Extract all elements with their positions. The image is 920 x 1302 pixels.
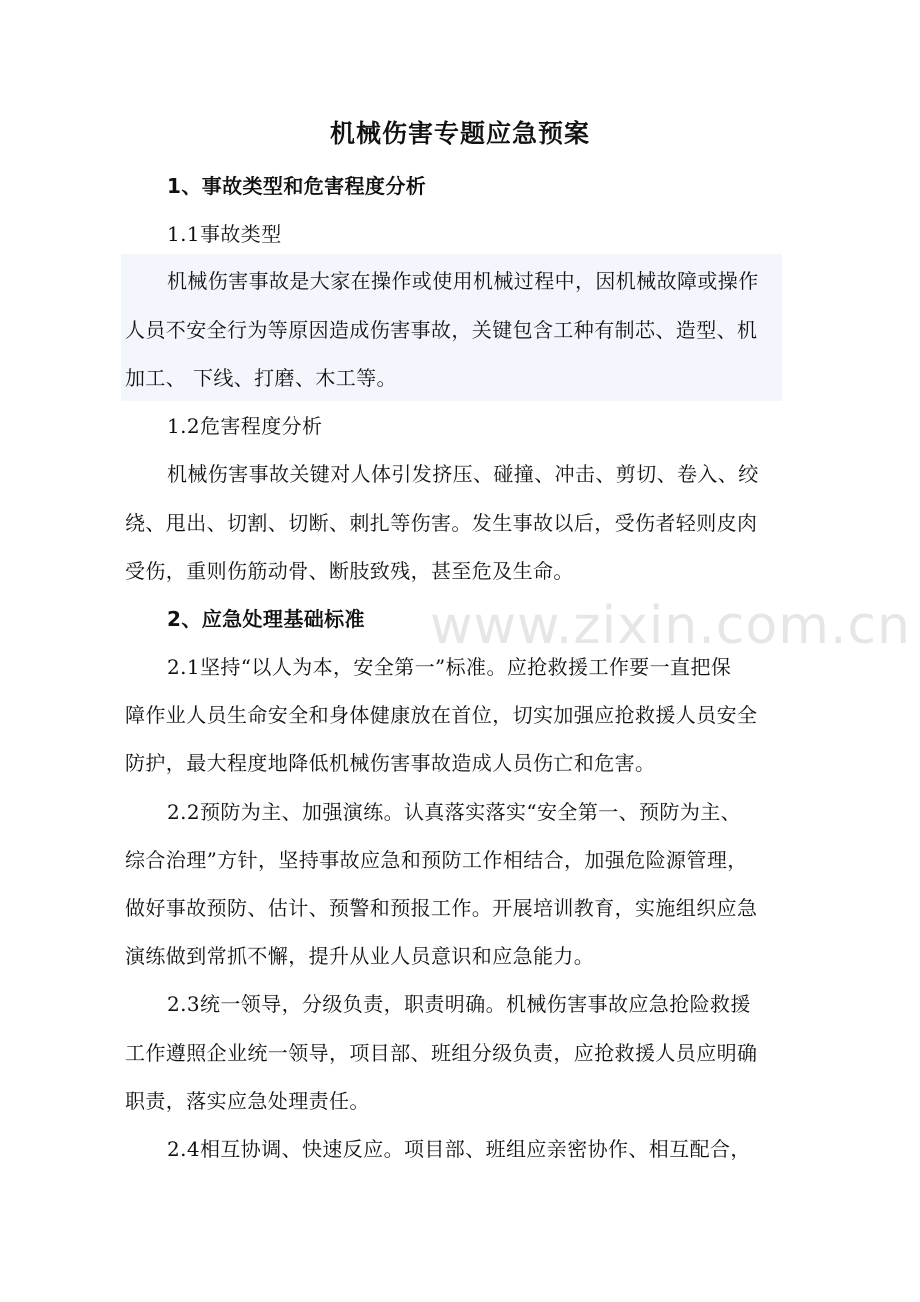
paragraph-line: 职责，落实应急处理责任。 xyxy=(125,1089,370,1113)
paragraph-line: 2.3统一领导，分级负责，职责明确。机械伤害事故应急抢险救援 xyxy=(167,992,751,1016)
section-heading-1: 1、事故类型和危害程度分析 xyxy=(167,174,427,198)
paragraph-line: 工作遵照企业统一领导，项目部、班组分级负责，应抢救援人员应明确 xyxy=(125,1041,758,1065)
subsection-heading-1-2: 1.2危害程度分析 xyxy=(167,414,323,438)
paragraph-line: 综合治理”方针，坚持事故应急和预防工作相结合，加强危险源管理， xyxy=(125,848,748,872)
paragraph-line: 绕、甩出、切割、切断、刺扎等伤害。发生事故以后，受伤者轻则皮肉 xyxy=(125,511,758,535)
paragraph-line: 加工、 下线、打磨、木工等。 xyxy=(125,366,397,390)
document-title: 机械伤害专题应急预案 xyxy=(329,119,590,148)
paragraph-line: 做好事故预防、估计、预警和预报工作。开展培训教育，实施组织应急 xyxy=(125,896,758,920)
paragraph-line: 人员不安全行为等原因造成伤害事故，关键包含工种有制芯、造型、机 xyxy=(125,318,758,342)
watermark: www.zixin.com.cn xyxy=(430,596,911,656)
paragraph-line: 障作业人员生命安全和身体健康放在首位，切实加强应抢救援人员安全 xyxy=(125,703,758,727)
paragraph-line: 2.2预防为主、加强演练。认真落实落实“安全第一、预防为主、 xyxy=(167,800,742,824)
subsection-heading-1-1: 1.1事故类型 xyxy=(167,222,282,246)
paragraph-line: 防护，最大程度地降低机械伤害事故造成人员伤亡和危害。 xyxy=(125,751,656,775)
section-heading-2: 2、应急处理基础标准 xyxy=(167,607,365,631)
paragraph-line: 演练做到常抓不懈，提升从业人员意识和应急能力。 xyxy=(125,944,595,968)
paragraph-line: 2.4相互协调、快速反应。项目部、班组应亲密协作、相互配合， xyxy=(167,1137,751,1161)
paragraph-line: 机械伤害事故关键对人体引发挤压、碰撞、冲击、剪切、卷入、绞 xyxy=(167,462,759,486)
paragraph-line: 受伤，重则伤筋动骨、断肢致残，甚至危及生命。 xyxy=(125,559,574,583)
paragraph-line: 机械伤害事故是大家在操作或使用机械过程中，因机械故障或操作 xyxy=(167,269,759,293)
paragraph-line: 2.1坚持“以人为本，安全第一”标准。应抢救援工作要一直把保 xyxy=(167,655,732,679)
